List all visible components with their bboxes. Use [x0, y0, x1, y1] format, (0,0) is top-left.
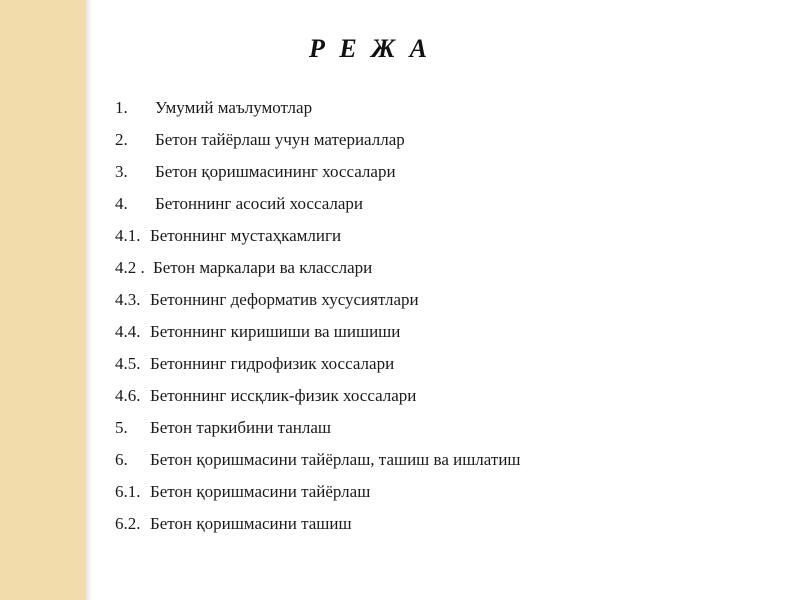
- agenda-item: [115, 193, 521, 225]
- agenda-list: [115, 97, 521, 545]
- agenda-item: [115, 449, 521, 481]
- item-text: Бетон қоришмасини тайёрлаш, ташиш ва ишлатиш: [150, 450, 521, 469]
- agenda-item: [115, 129, 521, 161]
- item-text: Бетоннинг гидрофизик хоссалари: [150, 354, 395, 373]
- slide-title: Р Е Ж А: [309, 34, 431, 63]
- item-text: Бетон қоришмасини тайёрлаш: [150, 482, 371, 501]
- item-number: 2.: [115, 130, 128, 149]
- item-text: Умумий маълумотлар: [155, 98, 313, 117]
- item-text: Бетоннинг мустаҳкамлиги: [150, 226, 342, 245]
- agenda-item: [115, 289, 521, 321]
- side-band-shadow: [86, 0, 92, 600]
- item-number: 3.: [115, 162, 128, 181]
- item-number: 4.6.: [115, 386, 141, 405]
- item-text: Бетоннинг киришиши ва шишиши: [150, 322, 401, 341]
- item-number: 6.: [115, 450, 128, 469]
- agenda-item: [115, 225, 521, 257]
- item-number: 5.: [115, 418, 128, 437]
- item-number: 4.2 .: [115, 258, 145, 277]
- item-number: 4.3.: [115, 290, 141, 309]
- decorative-side-band: [0, 0, 86, 600]
- agenda-item: [115, 257, 521, 289]
- item-text: Бетоннинг асосий хоссалари: [155, 194, 364, 213]
- agenda-item: [115, 385, 521, 417]
- item-number: 4.4.: [115, 322, 141, 341]
- item-number: 4.5.: [115, 354, 141, 373]
- agenda-item: [115, 513, 521, 545]
- item-number: 4.: [115, 194, 128, 213]
- item-text: Бетон таркибини танлаш: [150, 418, 331, 437]
- item-number: 1.: [115, 98, 128, 117]
- item-number: 6.2.: [115, 514, 141, 533]
- agenda-item: [115, 417, 521, 449]
- item-number: 6.1.: [115, 482, 141, 501]
- agenda-item: [115, 353, 521, 385]
- agenda-item: [115, 481, 521, 513]
- agenda-item: [115, 97, 521, 129]
- item-text: Бетоннинг иссқлик-физик хоссалари: [150, 386, 417, 405]
- item-text: Бетоннинг деформатив хусусиятлари: [150, 290, 419, 309]
- agenda-item: [115, 161, 521, 193]
- item-number: 4.1.: [115, 226, 141, 245]
- agenda-item: [115, 321, 521, 353]
- item-text: Бетон қоришмасини ташиш: [150, 514, 352, 533]
- item-text: Бетон тайёрлаш учун материаллар: [155, 130, 405, 149]
- item-text: Бетон маркалари ва класслари: [153, 258, 373, 277]
- item-text: Бетон қоришмасининг хоссалари: [155, 162, 396, 181]
